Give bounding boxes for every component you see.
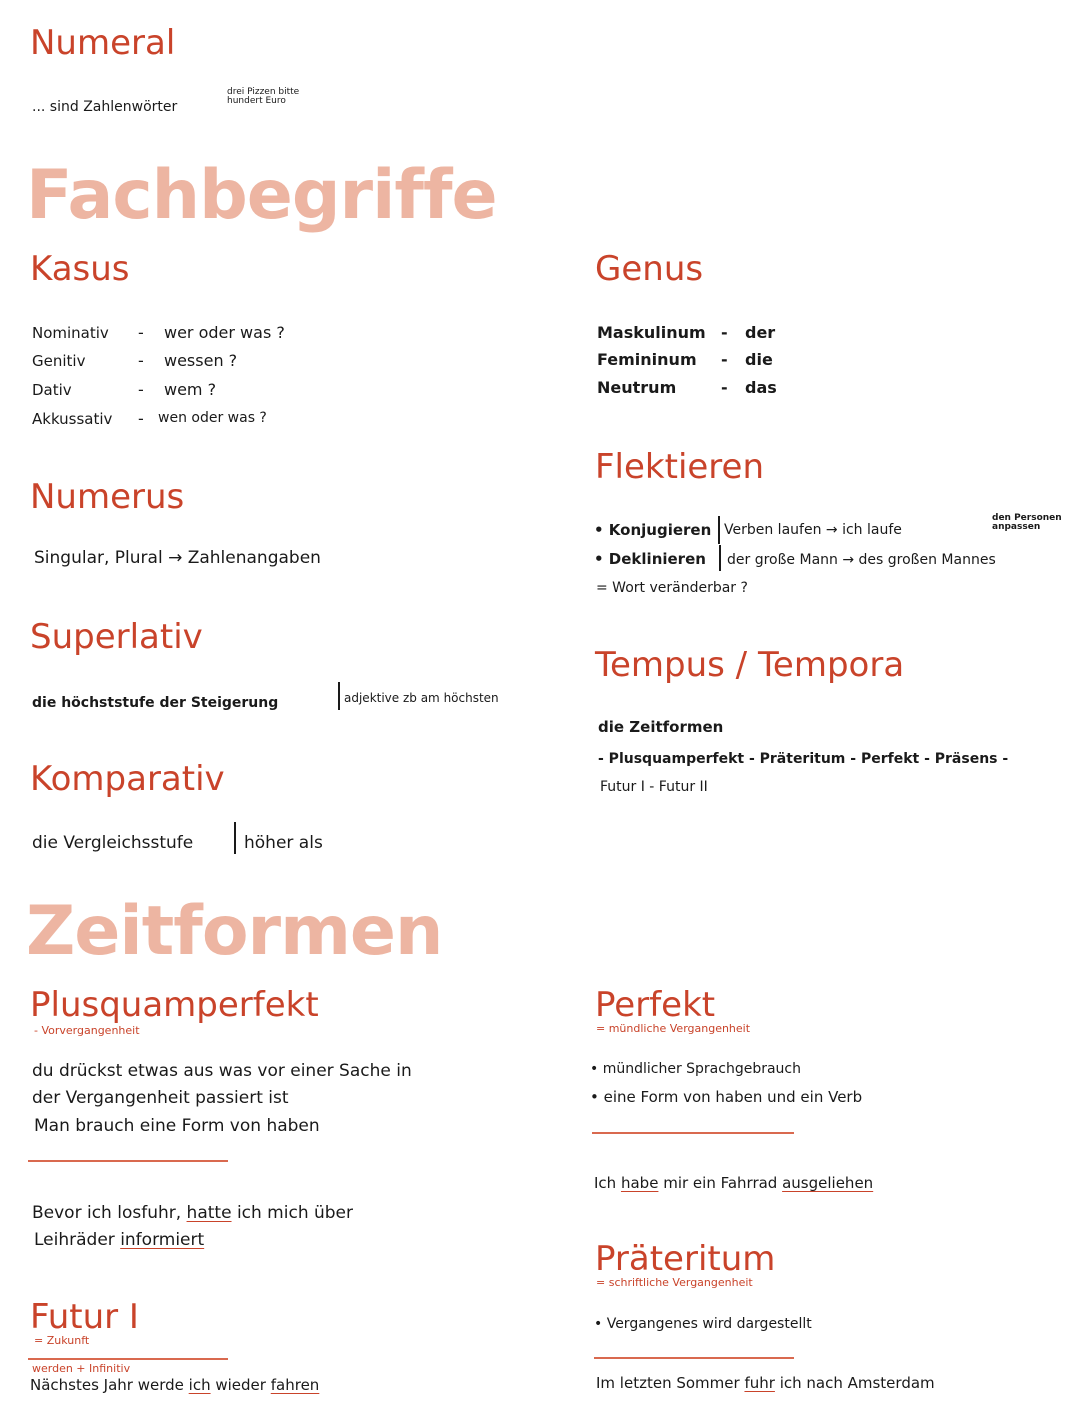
futur1-subtitle: = Zukunft	[34, 1334, 90, 1347]
konjugieren-term: • Konjugieren	[594, 521, 712, 539]
superlativ-note: adjektive zb am höchsten	[344, 691, 499, 705]
plusquamperfekt-line-2: der Vergangenheit passiert ist	[32, 1088, 289, 1108]
konjugieren-note-2: anpassen	[992, 522, 1041, 533]
kasus-question: wen oder was ?	[158, 410, 267, 426]
kasus-dash: -	[138, 323, 144, 342]
praeteritum-example-c: ich nach Amsterdam	[779, 1374, 935, 1392]
futur1-example-d: fahren	[270, 1376, 320, 1394]
genus-article: das	[745, 378, 777, 397]
divider-bar	[338, 682, 340, 710]
plusquamperfekt-example-2b: informiert	[120, 1230, 205, 1250]
fachbegriffe-title: Fachbegriffe	[26, 156, 497, 235]
plusquamperfekt-example-1b: hatte	[186, 1203, 232, 1223]
plusquamperfekt-example-2a: Leihräder	[34, 1230, 115, 1250]
kasus-row	[32, 409, 267, 428]
praeteritum-title: Präteritum	[595, 1239, 776, 1279]
perfekt-bullet-1: • mündlicher Sprachgebrauch	[590, 1061, 801, 1077]
genus-row	[597, 378, 777, 397]
separator-line	[592, 1132, 794, 1134]
kasus-term: Akkussativ	[32, 410, 113, 428]
separator-line	[28, 1160, 228, 1162]
genus-title: Genus	[595, 249, 704, 289]
genus-term: Maskulinum	[597, 323, 706, 342]
perfekt-example-d: ausgeliehen	[782, 1174, 874, 1192]
konjugieren-note	[992, 514, 1062, 533]
komparativ-text: die Vergleichsstufe	[32, 833, 194, 853]
kasus-term: Genitiv	[32, 352, 86, 370]
futur1-example-a: Nächstes Jahr werde	[30, 1376, 184, 1394]
tempus-line-2: - Plusquamperfekt - Präteritum - Perfekt - Präsens -	[598, 751, 1009, 767]
perfekt-example-a: Ich	[594, 1174, 617, 1192]
numeral-example-2: hundert Euro	[227, 96, 286, 107]
numeral-title: Numeral	[30, 23, 176, 63]
kasus-row	[32, 323, 285, 342]
futur1-example	[30, 1378, 319, 1393]
futur1-example-c: wieder	[215, 1376, 266, 1394]
divider-bar	[718, 516, 720, 544]
plusquamperfekt-line-3: Man brauch eine Form von haben	[34, 1116, 320, 1136]
konjugieren-text: Verben laufen → ich laufe	[724, 522, 902, 538]
divider-bar	[719, 545, 721, 571]
plusquamperfekt-example-2	[34, 1232, 204, 1249]
praeteritum-bullet-1: • Vergangenes wird dargestellt	[594, 1316, 812, 1332]
plusquamperfekt-subtitle: - Vorvergangenheit	[34, 1024, 140, 1037]
deklinieren-text: der große Mann → des großen Mannes	[727, 552, 996, 568]
praeteritum-example	[596, 1376, 935, 1391]
genus-term: Femininum	[597, 350, 697, 369]
divider-bar	[234, 822, 236, 854]
numerus-text: Singular, Plural → Zahlenangaben	[34, 548, 321, 568]
komparativ-title: Komparativ	[30, 759, 225, 799]
konjugieren-note-1: den Personen	[992, 513, 1062, 523]
separator-line	[594, 1357, 794, 1359]
kasus-title: Kasus	[30, 249, 130, 289]
plusquamperfekt-title: Plusquamperfekt	[30, 985, 319, 1025]
kasus-question: wem ?	[164, 380, 217, 399]
genus-row	[597, 350, 773, 369]
numeral-examples	[227, 88, 299, 107]
kasus-row	[32, 380, 217, 399]
tempus-title: Tempus / Tempora	[595, 645, 905, 685]
separator-line	[28, 1358, 228, 1360]
numerus-title: Numerus	[30, 477, 185, 517]
plusquamperfekt-example-1	[32, 1205, 353, 1222]
tempus-line-3: Futur I - Futur II	[600, 779, 708, 795]
kasus-term: Nominativ	[32, 324, 109, 342]
tempus-line-1: die Zeitformen	[598, 718, 724, 736]
kasus-dash: -	[138, 380, 144, 399]
futur1-title: Futur I	[30, 1297, 139, 1337]
plusquamperfekt-example-1a: Bevor ich losfuhr,	[32, 1203, 182, 1223]
perfekt-subtitle: = mündliche Vergangenheit	[596, 1022, 751, 1035]
komparativ-note: höher als	[244, 833, 323, 853]
kasus-question: wessen ?	[164, 351, 238, 370]
perfekt-example-b: habe	[620, 1174, 659, 1192]
kasus-dash: -	[138, 351, 144, 370]
flektieren-title: Flektieren	[595, 447, 765, 487]
genus-dash: -	[721, 323, 728, 342]
superlativ-text: die höchststufe der Steigerung	[32, 695, 279, 711]
numeral-example-1: drei Pizzen bitte	[227, 87, 300, 97]
perfekt-bullet-2: • eine Form von haben und ein Verb	[590, 1088, 863, 1106]
kasus-dash: -	[138, 409, 144, 428]
plusquamperfekt-example-1c: ich mich über	[236, 1203, 354, 1223]
kasus-row	[32, 351, 238, 370]
praeteritum-example-b: fuhr	[744, 1374, 775, 1392]
deklinieren-term: • Deklinieren	[594, 550, 706, 568]
genus-row	[597, 323, 776, 342]
genus-dash: -	[721, 378, 728, 397]
zeitformen-title: Zeitformen	[26, 892, 443, 971]
plusquamperfekt-line-1: du drückst etwas aus was vor einer Sache in	[32, 1061, 412, 1081]
praeteritum-example-a: Im letzten Sommer	[596, 1374, 740, 1392]
genus-dash: -	[721, 350, 728, 369]
genus-term: Neutrum	[597, 378, 677, 397]
futur1-example-b: ich	[188, 1376, 211, 1394]
futur1-note: werden + Infinitiv	[32, 1362, 131, 1375]
numeral-definition: ... sind Zahlenwörter	[32, 99, 178, 115]
genus-article: der	[745, 323, 776, 342]
perfekt-example	[594, 1176, 873, 1191]
praeteritum-subtitle: = schriftliche Vergangenheit	[596, 1276, 753, 1289]
flektieren-note: = Wort veränderbar ?	[596, 580, 748, 596]
perfekt-title: Perfekt	[595, 985, 716, 1025]
perfekt-example-c: mir ein Fahrrad	[663, 1174, 778, 1192]
genus-article: die	[745, 350, 773, 369]
kasus-term: Dativ	[32, 381, 72, 399]
kasus-question: wer oder was ?	[164, 323, 285, 342]
superlativ-title: Superlativ	[30, 617, 203, 657]
